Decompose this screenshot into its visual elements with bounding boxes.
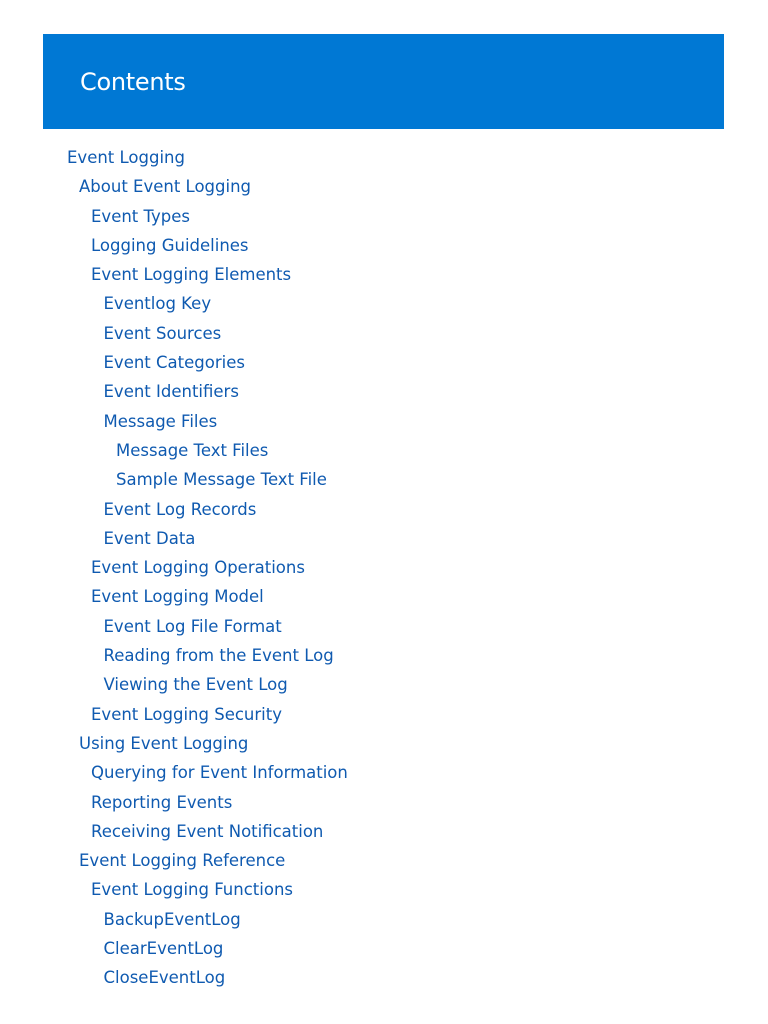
toc-link[interactable]: Message Text Files xyxy=(116,440,269,460)
toc-list-item xyxy=(0,788,768,817)
toc-list-item xyxy=(0,758,768,787)
toc-list-item xyxy=(0,348,768,377)
toc-list-item xyxy=(0,231,768,260)
toc-link[interactable]: CloseEventLog xyxy=(103,968,226,988)
toc-link[interactable]: Event Logging Functions xyxy=(91,880,293,900)
toc-list-item xyxy=(0,670,768,699)
toc-list-item xyxy=(0,289,768,318)
toc-list-item xyxy=(0,700,768,729)
toc-link[interactable]: Event Log File Format xyxy=(103,616,282,636)
toc-list-item xyxy=(0,817,768,846)
toc-link[interactable]: Reading from the Event Log xyxy=(103,646,334,666)
toc-link[interactable]: Eventlog Key xyxy=(103,294,212,314)
toc-link[interactable]: Event Log Records xyxy=(103,499,257,519)
toc-list-item xyxy=(0,553,768,582)
toc-link[interactable]: BackupEventLog xyxy=(103,909,241,929)
toc-list-item xyxy=(0,465,768,494)
toc-link[interactable]: Querying for Event Information xyxy=(91,763,348,783)
table-of-contents xyxy=(0,143,768,993)
toc-list-item xyxy=(0,407,768,436)
toc-link[interactable]: Reporting Events xyxy=(91,792,233,812)
toc-link[interactable]: Using Event Logging xyxy=(79,733,249,753)
toc-list-item xyxy=(0,260,768,289)
toc-list-item xyxy=(0,846,768,875)
toc-link[interactable]: Receiving Event Notification xyxy=(91,821,324,841)
toc-link[interactable]: Event Logging Elements xyxy=(91,265,292,285)
toc-list-item xyxy=(0,143,768,172)
toc-link[interactable]: Event Logging Reference xyxy=(79,851,286,871)
toc-link[interactable]: Event Categories xyxy=(103,353,245,373)
toc-list-item xyxy=(0,495,768,524)
toc-list-item xyxy=(0,377,768,406)
toc-link[interactable]: Event Logging xyxy=(67,148,185,167)
toc-list-item xyxy=(0,524,768,553)
contents-header xyxy=(43,34,724,129)
toc-link[interactable]: Event Types xyxy=(91,206,191,226)
toc-link[interactable]: About Event Logging xyxy=(79,177,252,197)
toc-list-item xyxy=(0,934,768,963)
toc-list-item xyxy=(0,582,768,611)
toc-link[interactable]: Viewing the Event Log xyxy=(103,675,288,695)
toc-list-item xyxy=(0,963,768,992)
toc-link[interactable]: Event Sources xyxy=(103,323,222,343)
toc-list-item xyxy=(0,905,768,934)
toc-link[interactable]: Event Logging Security xyxy=(91,704,282,724)
toc-link[interactable]: ClearEventLog xyxy=(103,939,224,959)
toc-list-item xyxy=(0,319,768,348)
toc-link[interactable]: Event Identifiers xyxy=(103,382,239,402)
toc-link[interactable]: Event Logging Operations xyxy=(91,558,305,578)
toc-list-item xyxy=(0,202,768,231)
toc-list-item xyxy=(0,436,768,465)
toc-list-item xyxy=(0,612,768,641)
toc-list-item xyxy=(0,875,768,904)
toc-link[interactable]: Sample Message Text File xyxy=(116,470,327,490)
toc-link[interactable]: Message Files xyxy=(103,411,218,431)
toc-list-item xyxy=(0,729,768,758)
toc-link[interactable]: Event Data xyxy=(103,528,196,548)
page-title: Contents xyxy=(80,68,186,96)
toc-link[interactable]: Event Logging Model xyxy=(91,587,264,607)
toc-link[interactable]: Logging Guidelines xyxy=(91,235,249,255)
toc-list-item xyxy=(0,172,768,201)
toc-list-item xyxy=(0,641,768,670)
